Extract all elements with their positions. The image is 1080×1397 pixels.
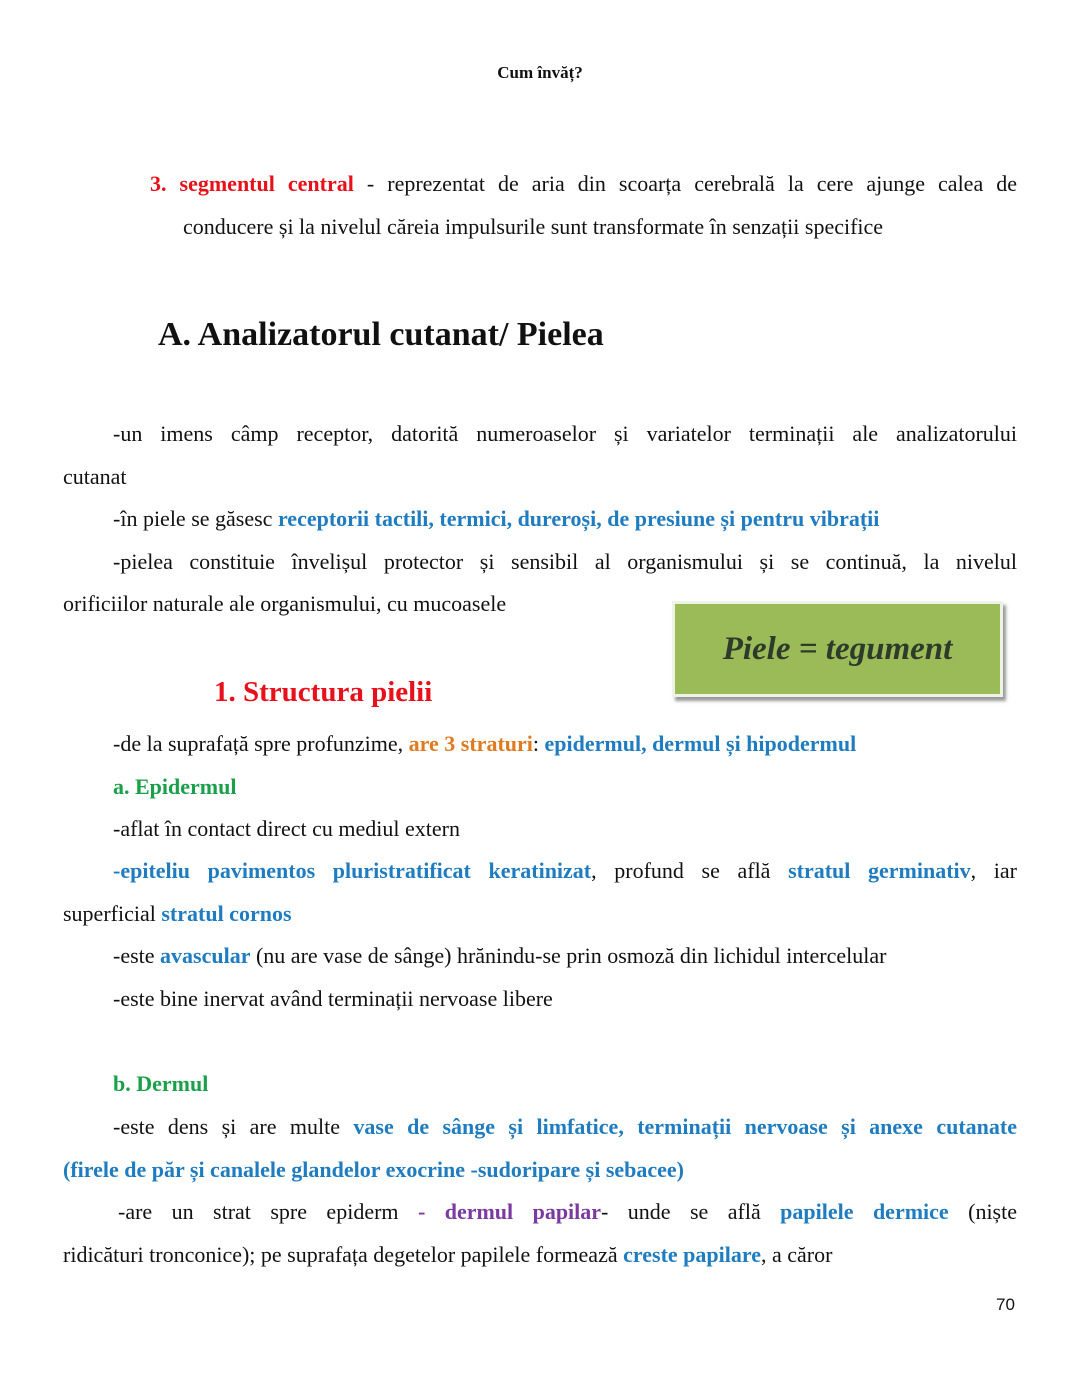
text-run: - unde se află xyxy=(601,1199,781,1224)
text-run: : xyxy=(532,731,545,756)
highlighted-term: vase de sânge și limfatice, terminații nervoase și anexe cutanate xyxy=(353,1114,1017,1139)
text-run: -în piele se găsesc xyxy=(113,506,278,531)
text-line xyxy=(118,1199,1017,1225)
text-run: , a căror xyxy=(761,1242,833,1267)
highlighted-term: receptorii tactili, termici, dureroși, de presiune și pentru vibrații xyxy=(277,506,880,531)
text-run: - reprezentat de aria din scoarța cerebrală la cere ajunge calea de xyxy=(353,171,1018,196)
text-line xyxy=(113,1071,208,1097)
text-line xyxy=(113,816,460,842)
highlighted-term: 3. xyxy=(150,171,180,196)
text-run: cutanat xyxy=(63,464,127,489)
text-run: orificiilor naturale ale organismului, cu mucoasele xyxy=(63,591,507,616)
highlighted-term: stratul germinativ xyxy=(788,858,971,883)
section-heading: A. Analizatorul cutanat/ Pielea xyxy=(158,316,604,353)
text-run: , profund se află xyxy=(591,858,789,883)
page-number: 70 xyxy=(996,1295,1015,1314)
text-line xyxy=(63,464,127,490)
text-line xyxy=(113,731,856,757)
text-run: -pielea constituie învelișul protector și sensibil al organismului și se continuă, la nivelul xyxy=(113,549,1017,574)
text-line xyxy=(113,774,236,800)
text-line xyxy=(113,1114,1017,1140)
text-run: conducere și la nivelul căreia impulsurile sunt transformate în senzații specifice xyxy=(183,214,884,239)
highlighted-term: - dermul papilar xyxy=(417,1199,602,1224)
text-run: ridicături tronconice); pe suprafața degetelor papilele formează xyxy=(63,1242,624,1267)
text-line xyxy=(150,171,1017,197)
text-line xyxy=(113,421,1017,447)
highlighted-term: b. Dermul xyxy=(113,1071,209,1096)
text-line xyxy=(113,943,886,969)
text-run: -este dens și are multe xyxy=(113,1114,354,1139)
text-line xyxy=(63,1242,832,1268)
text-run: -are un strat spre epiderm xyxy=(118,1199,418,1224)
text-line xyxy=(63,591,506,617)
highlighted-term: a. Epidermul xyxy=(113,774,237,799)
highlighted-term: (firele de păr și canalele glandelor exocrine -sudoripare și sebacee) xyxy=(63,1157,684,1182)
highlighted-term: -epiteliu pavimentos pluristratificat keratinizat xyxy=(113,858,592,883)
text-line xyxy=(113,858,1017,884)
text-line xyxy=(183,214,883,240)
subsection-heading: 1. Structura pielii xyxy=(214,676,433,708)
text-line xyxy=(113,986,553,1012)
highlighted-term: stratul cornos xyxy=(161,901,292,926)
highlighted-term: segmentul central xyxy=(179,171,354,196)
text-line xyxy=(113,506,879,532)
text-run: superficial xyxy=(63,901,162,926)
text-run: (nu are vase de sânge) hrănindu-se prin osmoză din lichidul intercelular xyxy=(250,943,887,968)
text-run: -este xyxy=(113,943,161,968)
callout-box xyxy=(672,601,1003,697)
callout-text: Piele = tegument xyxy=(722,630,953,667)
text-run: -un imens câmp receptor, datorită numeroaselor și variatelor terminații ale analizatorului xyxy=(113,421,1017,446)
running-header: Cum învăț? xyxy=(497,63,583,82)
text-run: -aflat în contact direct cu mediul extern xyxy=(113,816,460,841)
text-run: (niște xyxy=(948,1199,1017,1224)
text-line xyxy=(63,1157,684,1183)
highlighted-term: papilele dermice xyxy=(780,1199,949,1224)
highlighted-term: avascular xyxy=(160,943,251,968)
highlighted-term: creste papilare xyxy=(623,1242,761,1267)
text-run: -este bine inervat având terminații nervoase libere xyxy=(113,986,553,1011)
text-run: , iar xyxy=(970,858,1017,883)
text-run: -de la suprafață spre profunzime, xyxy=(113,731,409,756)
text-line xyxy=(113,549,1017,575)
text-line xyxy=(63,901,292,927)
highlighted-term: epidermul, dermul și hipodermul xyxy=(544,731,857,756)
highlighted-term: are 3 straturi xyxy=(408,731,533,756)
